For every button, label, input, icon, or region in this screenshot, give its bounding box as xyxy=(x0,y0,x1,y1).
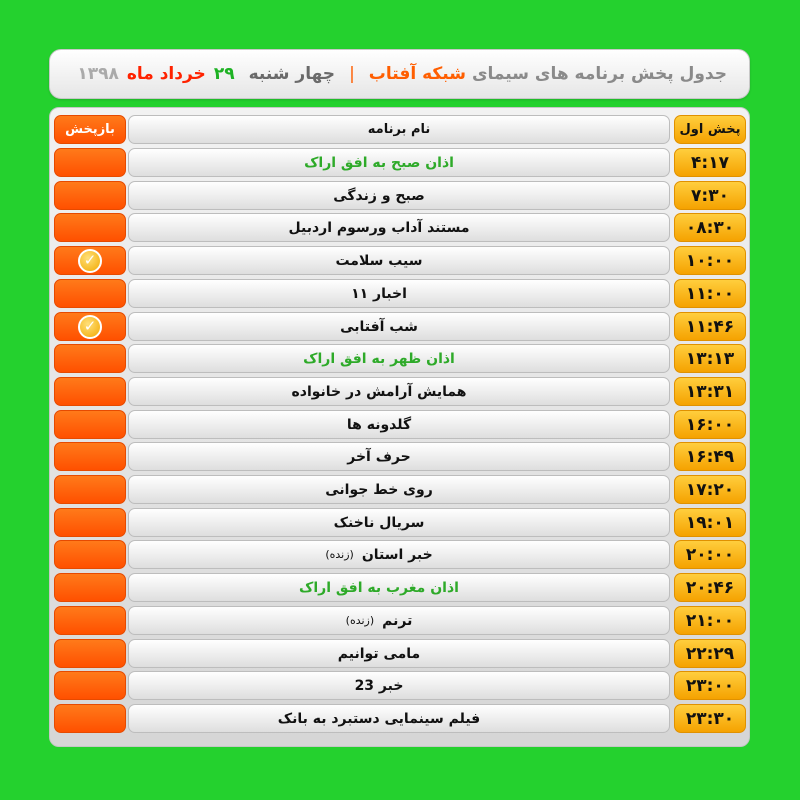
program-name-cell xyxy=(128,148,670,177)
column-header-name: نام برنامه xyxy=(128,115,670,144)
table-row xyxy=(50,573,751,602)
program-name-cell xyxy=(128,410,670,439)
table-row xyxy=(50,671,751,700)
program-name-cell xyxy=(128,573,670,602)
table-row xyxy=(50,344,751,373)
table-row xyxy=(50,181,751,210)
day-number: ۲۹ xyxy=(213,64,235,84)
broadcast-time: ۲۱:۰۰ xyxy=(674,606,746,635)
program-name-cell xyxy=(128,181,670,210)
table-row xyxy=(50,213,751,242)
program-name-cell xyxy=(128,213,670,242)
table-row xyxy=(50,442,751,471)
program-name: اذان صبح به افق اراک xyxy=(304,154,454,171)
rerun-cell xyxy=(54,508,126,537)
year: ۱۳۹۸ xyxy=(77,64,119,84)
program-name: روی خط جوانی xyxy=(325,481,433,498)
rerun-cell xyxy=(54,704,126,733)
broadcast-time: ۱۳:۱۳ xyxy=(674,344,746,373)
table-row xyxy=(50,377,751,406)
program-name: گلدونه ها xyxy=(346,416,412,433)
rerun-cell xyxy=(54,573,126,602)
broadcast-time: ۲۲:۲۹ xyxy=(674,639,746,668)
table-row xyxy=(50,508,751,537)
channel-name: شبکه آفتاب xyxy=(368,64,466,84)
table-row xyxy=(50,148,751,177)
program-name: خبر استان xyxy=(361,546,433,563)
table-row xyxy=(50,606,751,635)
rerun-cell xyxy=(54,671,126,700)
live-note: (زنده) xyxy=(325,548,354,561)
table-row xyxy=(50,639,751,668)
schedule-table xyxy=(49,107,750,747)
program-name: مستند آداب ورسوم اردبیل xyxy=(288,219,470,236)
program-name-cell xyxy=(128,606,670,635)
schedule-header xyxy=(49,49,750,99)
column-header-time: پخش اول xyxy=(674,115,746,144)
program-name-cell xyxy=(128,246,670,275)
program-name-cell xyxy=(128,508,670,537)
table-header-row xyxy=(50,115,751,144)
program-name: سریال ناخنک xyxy=(333,514,425,531)
broadcast-time: ۱۶:۴۹ xyxy=(674,442,746,471)
program-name: شب آفتابی xyxy=(340,318,418,335)
table-row xyxy=(50,279,751,308)
program-name-cell xyxy=(128,442,670,471)
month-name: خرداد ماه xyxy=(126,64,206,84)
program-name: اخبار ۱۱ xyxy=(351,285,407,302)
broadcast-time: ۲۳:۰۰ xyxy=(674,671,746,700)
rerun-cell xyxy=(54,181,126,210)
program-name-cell xyxy=(128,540,670,569)
broadcast-time: ۰۸:۳۰ xyxy=(674,213,746,242)
program-name-cell xyxy=(128,279,670,308)
program-name: خبر 23 xyxy=(354,677,404,694)
program-name-cell xyxy=(128,377,670,406)
table-row xyxy=(50,410,751,439)
program-name-cell xyxy=(128,312,670,341)
broadcast-time: ۱۳:۳۱ xyxy=(674,377,746,406)
rerun-cell xyxy=(54,475,126,504)
program-name: صبح و زندگی xyxy=(333,187,425,204)
day-name: چهار شنبه xyxy=(248,64,336,84)
rerun-cell xyxy=(54,344,126,373)
column-header-rerun: بازپخش xyxy=(54,115,126,144)
program-name-cell xyxy=(128,475,670,504)
broadcast-time: ۷:۳۰ xyxy=(674,181,746,210)
rerun-cell xyxy=(54,312,126,341)
program-name-cell xyxy=(128,704,670,733)
broadcast-time: ۱۱:۴۶ xyxy=(674,312,746,341)
broadcast-time: ۲۳:۳۰ xyxy=(674,704,746,733)
broadcast-time: ۱۷:۲۰ xyxy=(674,475,746,504)
program-name: اذان ظهر به افق اراک xyxy=(303,350,455,367)
program-name: همایش آرامش در خانواده xyxy=(291,383,467,400)
rerun-cell xyxy=(54,540,126,569)
table-row xyxy=(50,704,751,733)
table-row xyxy=(50,475,751,504)
rerun-cell xyxy=(54,442,126,471)
program-name-cell xyxy=(128,344,670,373)
table-row xyxy=(50,540,751,569)
program-name: اذان مغرب به افق اراک xyxy=(299,579,459,596)
check-circle-icon: ✓ xyxy=(78,315,102,339)
program-name: مامی توانیم xyxy=(337,645,421,662)
broadcast-time: ۲۰:۴۶ xyxy=(674,573,746,602)
rerun-cell xyxy=(54,639,126,668)
header-title: جدول پخش برنامه های سیمای xyxy=(471,64,727,84)
broadcast-time: ۱۰:۰۰ xyxy=(674,246,746,275)
rerun-cell xyxy=(54,410,126,439)
table-row xyxy=(50,312,751,341)
program-name-cell xyxy=(128,639,670,668)
rerun-cell xyxy=(54,279,126,308)
table-row xyxy=(50,246,751,275)
rerun-cell xyxy=(54,377,126,406)
live-note: (زنده) xyxy=(345,614,375,627)
broadcast-time: ۱۱:۰۰ xyxy=(674,279,746,308)
broadcast-time: ۱۹:۰۱ xyxy=(674,508,746,537)
rerun-cell xyxy=(54,148,126,177)
broadcast-time: ۱۶:۰۰ xyxy=(674,410,746,439)
broadcast-time: ۴:۱۷ xyxy=(674,148,746,177)
header-separator: | xyxy=(349,64,355,84)
program-name: حرف آخر xyxy=(347,448,411,465)
program-name: سیب سلامت xyxy=(335,252,423,269)
rerun-cell xyxy=(54,213,126,242)
rerun-cell xyxy=(54,606,126,635)
check-circle-icon: ✓ xyxy=(78,249,102,273)
rerun-cell xyxy=(54,246,126,275)
program-name: ترنم xyxy=(382,612,413,629)
broadcast-time: ۲۰:۰۰ xyxy=(674,540,746,569)
program-name-cell xyxy=(128,671,670,700)
program-name: فیلم سینمایی دستبرد به بانک xyxy=(277,710,481,727)
